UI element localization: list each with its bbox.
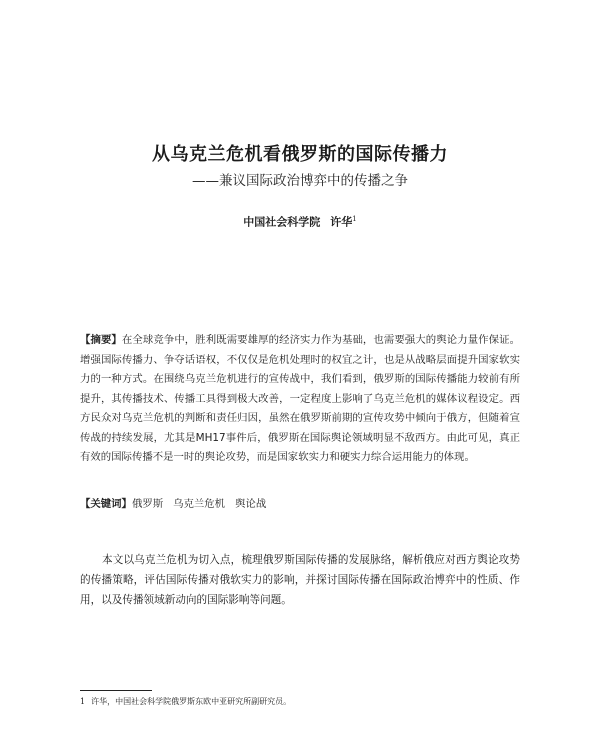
footnote <box>80 696 520 707</box>
keyword: 乌克兰危机 <box>173 498 226 510</box>
abstract <box>80 331 520 468</box>
author-name: 许华 <box>330 215 353 229</box>
keywords <box>80 496 520 512</box>
intro-paragraph: 本文以乌克兰危机为切入点，梳理俄罗斯国际传播的发展脉络，解析俄应对西方舆论攻势的传播策略，评估国际传播对俄软实力的影响，并探讨国际传播在国际政治博弈中的性质、作用，以及传播领域新动向的国际影响等问题。 <box>80 554 520 606</box>
author-footnote-mark: 1 <box>352 215 357 223</box>
footnote-mark: 1 <box>80 697 86 706</box>
abstract-label: 【摘要】 <box>80 334 122 346</box>
keywords-label: 【关键词】 <box>80 498 132 510</box>
footnote-divider <box>80 690 152 691</box>
paper-title: 从乌克兰危机看俄罗斯的国际传播力 <box>152 144 448 165</box>
footnote-text: 许华，中国社会科学院俄罗斯东欧中亚研究所副研究员。 <box>91 697 292 706</box>
paper-subtitle: ——兼议国际政治博弈中的传播之争 <box>192 173 408 189</box>
abstract-text: 在全球竞争中，胜利既需要雄厚的经济实力作为基础，也需要强大的舆论力量作保证。增强国际传播力、争夺话语权，不仅仅是危机处理时的权宜之计，也是从战略层面提升国家软实力的一种方式。在围绕乌克兰危机进行的宣传战中，我们看到，俄罗斯的国际传播能力较前有所提升，其传播技术、传播工具得到极大改善，一定程度上影响了乌克兰危机的媒体议程设定。西方民众对乌克兰危机的判断和责任归因，虽然在俄罗斯前期的宣传攻势中倾向于俄方，但随着宣传战的持续发展，尤其是MH17事件后，俄罗斯在国际舆论领域明显不敌西方。由此可见，真正有效的国际传播不是一时的舆论攻势，而是国家软实力和硬实力综合运用能力的体现。 <box>80 334 521 463</box>
keyword: 俄罗斯 <box>131 498 164 510</box>
keyword: 舆论战 <box>235 498 267 510</box>
author-line <box>0 212 600 230</box>
author-affiliation: 中国社会科学院 <box>243 215 321 229</box>
